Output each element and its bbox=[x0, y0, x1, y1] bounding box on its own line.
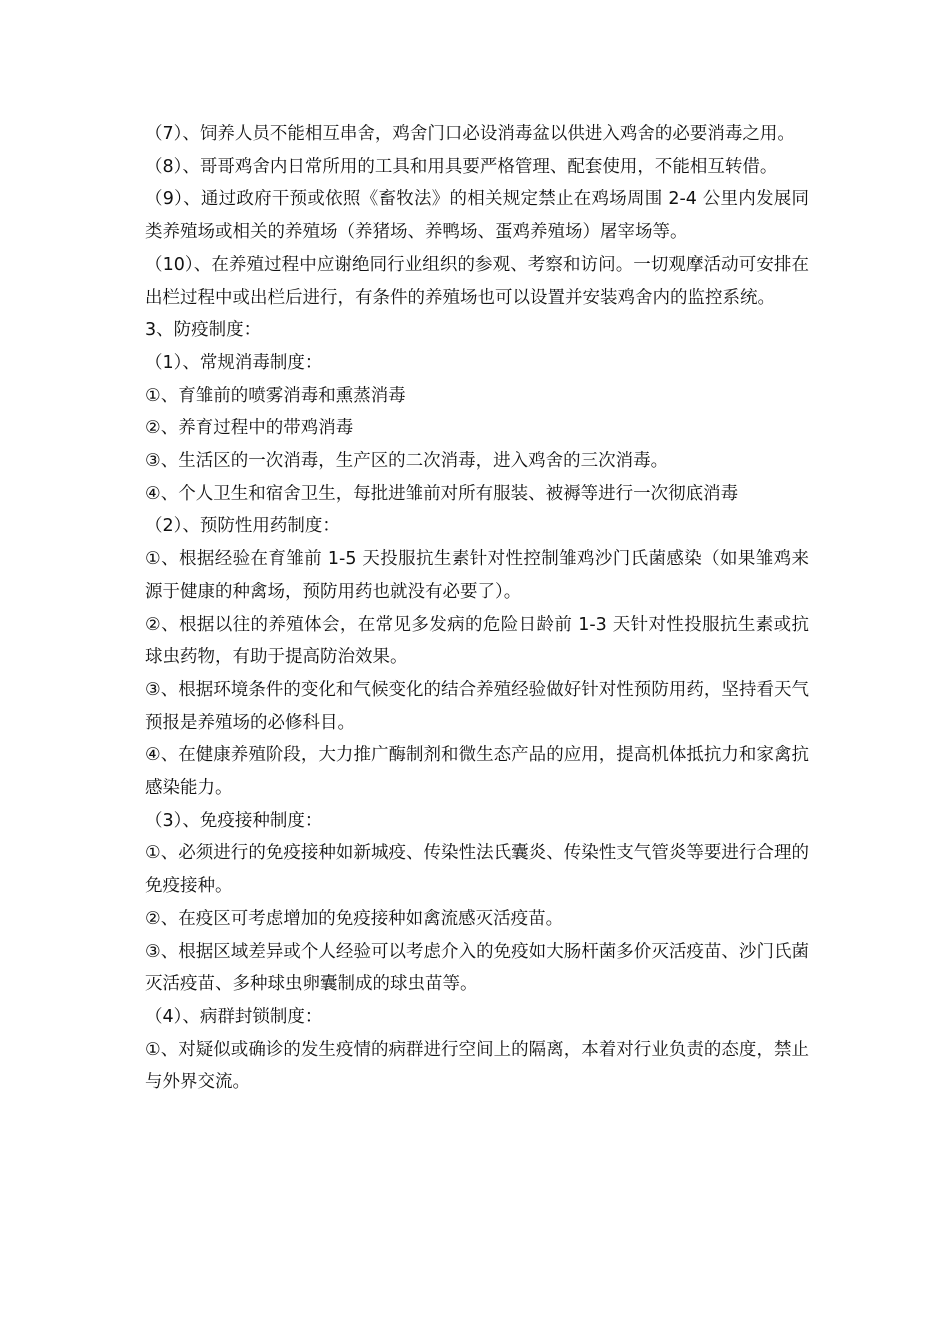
subheading-quarantine: （4）、病群封锁制度： bbox=[145, 1006, 323, 1027]
document-body bbox=[145, 118, 809, 1099]
list-item: ②、在疫区可考虑增加的免疫接种如禽流感灭活疫苗。 bbox=[145, 908, 564, 929]
list-item: ①、必须进行的免疫接种如新城疫、传染性法氏囊炎、传染性支气管炎等要进行合理的免疫接种。 bbox=[145, 843, 809, 897]
list-item: ④、个人卫生和宿舍卫生，每批进雏前对所有服装、被褥等进行一次彻底消毒 bbox=[145, 483, 739, 504]
paragraph-8-tools-rules: （8）、哥哥鸡舍内日常所用的工具和用具要严格管理、配套使用，不能相互转借。 bbox=[145, 156, 778, 177]
paragraph-10-visitor-rules: （10）、在养殖过程中应谢绝同行业组织的参观、考察和访问。一切观摩活动可安排在出栏过程中或出栏后进行，有条件的养殖场也可以设置并安装鸡舍内的监控系统。 bbox=[145, 254, 809, 308]
subheading-preventive-medication: （2）、预防性用药制度： bbox=[145, 516, 340, 537]
list-item: ②、养育过程中的带鸡消毒 bbox=[145, 418, 354, 439]
list-item: ①、对疑似或确诊的发生疫情的病群进行空间上的隔离，本着对行业负责的态度，禁止与外界交流。 bbox=[145, 1039, 809, 1093]
list-item: ④、在健康养殖阶段，大力推广酶制剂和微生态产品的应用，提高机体抵抗力和家禽抗感染能力。 bbox=[145, 745, 809, 799]
list-item: ②、根据以往的养殖体会，在常见多发病的危险日龄前 1-3 天针对性投服抗生素或抗球虫药物，有助于提高防治效果。 bbox=[145, 614, 809, 668]
list-item: ③、根据区域差异或个人经验可以考虑介入的免疫如大肠杆菌多价灭活疫苗、沙门氏菌灭活疫苗、多种球虫卵囊制成的球虫苗等。 bbox=[145, 941, 809, 995]
subheading-vaccination: （3）、免疫接种制度： bbox=[145, 810, 323, 831]
subheading-routine-disinfection: （1）、常规消毒制度： bbox=[145, 352, 323, 373]
list-item: ①、根据经验在育雏前 1-5 天投服抗生素针对性控制雏鸡沙门氏菌感染（如果雏鸡来源于健康的种禽场，预防用药也就没有必要了）。 bbox=[145, 549, 809, 602]
paragraph-9-zoning-rules: （9）、通过政府干预或依照《畜牧法》的相关规定禁止在鸡场周围 2-4 公里内发展同类养殖场或相关的养殖场（养猪场、养鸭场、蛋鸡养殖场）屠宰场等。 bbox=[145, 189, 809, 243]
list-item: ③、生活区的一次消毒，生产区的二次消毒，进入鸡舍的三次消毒。 bbox=[145, 451, 669, 472]
list-item: ③、根据环境条件的变化和气候变化的结合养殖经验做好针对性预防用药，坚持看天气预报是养殖场的必修科目。 bbox=[145, 679, 809, 733]
paragraph-7-staff-rules: （7）、饲养人员不能相互串舍，鸡舍门口必设消毒盆以供进入鸡舍的必要消毒之用。 bbox=[145, 124, 795, 144]
section-heading-epidemic-prevention: 3、防疫制度： bbox=[145, 320, 262, 341]
list-item: ①、育雏前的喷雾消毒和熏蒸消毒 bbox=[145, 385, 406, 406]
